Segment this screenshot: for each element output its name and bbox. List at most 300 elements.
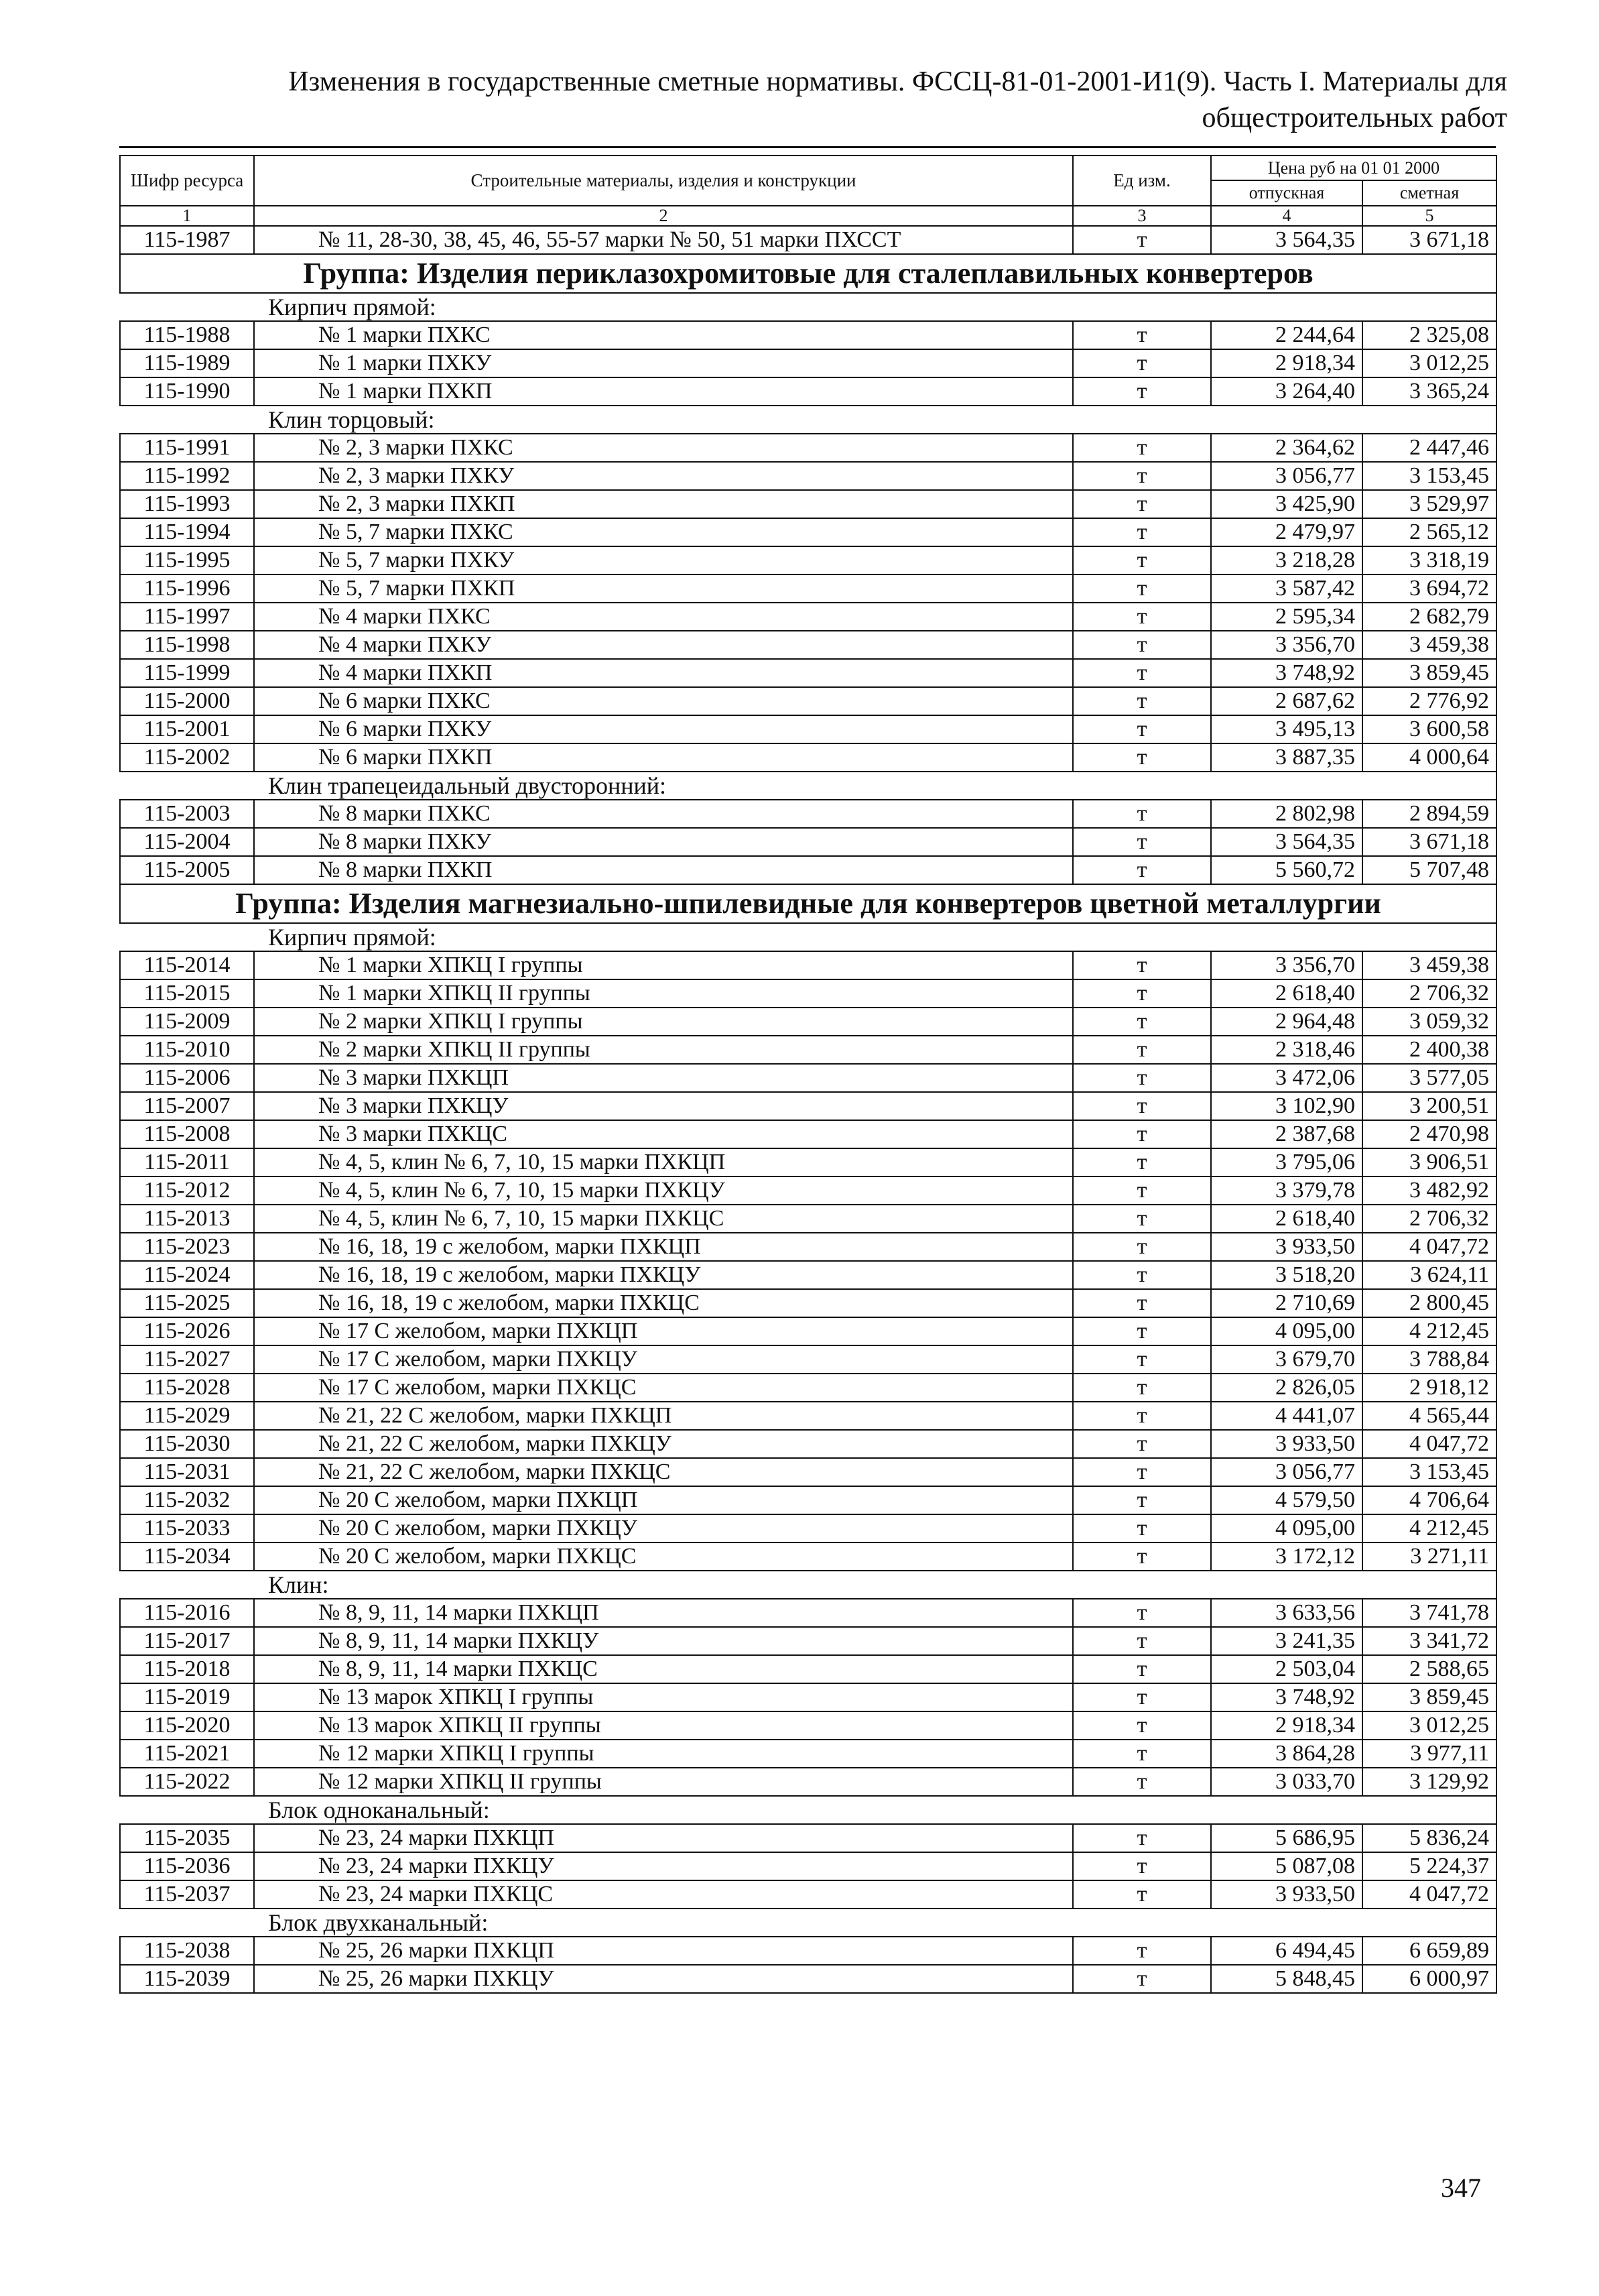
unit: т [1073,603,1211,631]
material-name: № 25, 26 марки ПХКЦУ [254,1965,1073,1993]
release-price: 3 933,50 [1211,1880,1362,1909]
material-name: № 1 марки ПХКП [254,377,1073,406]
table-row [120,1092,1496,1120]
unit: т [1073,518,1211,546]
resource-code: 115-2032 [120,1486,254,1514]
release-price: 5 848,45 [1211,1965,1362,1993]
release-price: 2 479,97 [1211,518,1362,546]
estimate-price: 3 459,38 [1362,631,1496,659]
material-name: № 17 С желобом, марки ПХКЦП [254,1317,1073,1345]
material-name: № 25, 26 марки ПХКЦП [254,1937,1073,1965]
material-name: № 2 марки ХПКЦ II группы [254,1036,1073,1064]
release-price: 2 710,69 [1211,1289,1362,1317]
estimate-price: 3 012,25 [1362,1711,1496,1740]
estimate-price: 3 671,18 [1362,828,1496,856]
resource-code: 115-2020 [120,1711,254,1740]
release-price: 3 379,78 [1211,1176,1362,1205]
table-row [120,546,1496,575]
resource-code: 115-2012 [120,1176,254,1205]
material-name: № 4 марки ПХКС [254,603,1073,631]
group-heading-row [120,884,1496,923]
resource-code: 115-2022 [120,1768,254,1796]
estimate-price: 2 470,98 [1362,1120,1496,1148]
estimate-price: 3 788,84 [1362,1345,1496,1374]
estimate-price: 6 659,89 [1362,1937,1496,1965]
material-name: № 21, 22 С желобом, марки ПХКЦС [254,1458,1073,1486]
resource-code: 115-2006 [120,1064,254,1092]
release-price: 3 241,35 [1211,1627,1362,1655]
estimate-price: 5 836,24 [1362,1824,1496,1852]
estimate-price: 3 365,24 [1362,377,1496,406]
unit: т [1073,1008,1211,1036]
resource-code: 115-1988 [120,321,254,349]
material-name: № 5, 7 марки ПХКС [254,518,1073,546]
unit: т [1073,715,1211,743]
resource-code: 115-2001 [120,715,254,743]
unit: т [1073,1852,1211,1880]
material-name: № 4, 5, клин № 6, 7, 10, 15 марки ПХКЦС [254,1205,1073,1233]
material-name: № 8, 9, 11, 14 марки ПХКЦС [254,1655,1073,1683]
release-price: 3 264,40 [1211,377,1362,406]
unit: т [1073,575,1211,603]
unit: т [1073,434,1211,462]
subgroup-heading-row [120,406,1496,434]
table-row [120,800,1496,828]
table-row [120,1458,1496,1486]
resource-code: 115-1998 [120,631,254,659]
table-row [120,743,1496,772]
resource-code: 115-1994 [120,518,254,546]
table-row [120,1740,1496,1768]
release-price: 4 441,07 [1211,1402,1362,1430]
resource-code: 115-2009 [120,1008,254,1036]
estimate-price: 3 741,78 [1362,1599,1496,1627]
material-name: № 17 С желобом, марки ПХКЦУ [254,1345,1073,1374]
material-name: № 4 марки ПХКУ [254,631,1073,659]
unit: т [1073,1233,1211,1261]
material-name: № 23, 24 марки ПХКЦУ [254,1852,1073,1880]
estimate-price: 3 129,92 [1362,1768,1496,1796]
table-body [120,226,1496,1993]
running-header-line-2: общестроительных работ [1202,103,1507,133]
unit: т [1073,743,1211,772]
material-name: № 12 марки ХПКЦ I группы [254,1740,1073,1768]
resource-code: 115-2017 [120,1627,254,1655]
estimate-price: 3 482,92 [1362,1176,1496,1205]
group-heading: Группа: Изделия магнезиально-шпилевидные для конвертеров цветной металлургии [120,884,1496,923]
table-row [120,979,1496,1008]
unit: т [1073,1430,1211,1458]
estimate-price: 3 600,58 [1362,715,1496,743]
material-name: № 2, 3 марки ПХКС [254,434,1073,462]
release-price: 3 933,50 [1211,1233,1362,1261]
estimate-price: 2 706,32 [1362,1205,1496,1233]
header-code: Шифр ресурса [120,156,254,206]
unit: т [1073,800,1211,828]
table-row [120,1289,1496,1317]
material-name: № 13 марок ХПКЦ II группы [254,1711,1073,1740]
material-name: № 8 марки ПХКП [254,856,1073,884]
table-row [120,1176,1496,1205]
table-row [120,1543,1496,1571]
table-row [120,603,1496,631]
unit: т [1073,1402,1211,1430]
table-row [120,687,1496,715]
material-name: № 8, 9, 11, 14 марки ПХКЦУ [254,1627,1073,1655]
estimate-price: 2 565,12 [1362,518,1496,546]
table-row [120,1374,1496,1402]
resource-code: 115-2033 [120,1514,254,1543]
subgroup-heading-row [120,1571,1496,1599]
subgroup-heading-row [120,1909,1496,1937]
release-price: 3 795,06 [1211,1148,1362,1176]
resource-code: 115-2000 [120,687,254,715]
column-number: 3 [1073,206,1211,226]
unit: т [1073,856,1211,884]
release-price: 2 595,34 [1211,603,1362,631]
estimate-price: 4 047,72 [1362,1430,1496,1458]
table-row [120,951,1496,979]
material-name: № 12 марки ХПКЦ II группы [254,1768,1073,1796]
table-row [120,1036,1496,1064]
release-price: 2 918,34 [1211,349,1362,377]
unit: т [1073,1148,1211,1176]
estimate-price: 4 047,72 [1362,1233,1496,1261]
material-name: № 20 С желобом, марки ПХКЦП [254,1486,1073,1514]
resource-code: 115-2002 [120,743,254,772]
material-name: № 2 марки ХПКЦ I группы [254,1008,1073,1036]
resource-code: 115-2030 [120,1430,254,1458]
release-price: 4 095,00 [1211,1317,1362,1345]
unit: т [1073,1514,1211,1543]
estimate-price: 2 400,38 [1362,1036,1496,1064]
release-price: 3 356,70 [1211,951,1362,979]
resource-code: 115-2026 [120,1317,254,1345]
resource-code: 115-2010 [120,1036,254,1064]
subgroup-heading: Кирпич прямой: [120,293,1496,321]
material-name: № 11, 28-30, 38, 45, 46, 55-57 марки № 50, 51 марки ПХССТ [254,226,1073,254]
material-name: № 8 марки ПХКУ [254,828,1073,856]
material-name: № 8, 9, 11, 14 марки ПХКЦП [254,1599,1073,1627]
material-name: № 1 марки ПХКС [254,321,1073,349]
material-name: № 16, 18, 19 с желобом, марки ПХКЦУ [254,1261,1073,1289]
release-price: 2 364,62 [1211,434,1362,462]
release-price: 3 887,35 [1211,743,1362,772]
unit: т [1073,1036,1211,1064]
unit: т [1073,349,1211,377]
material-name: № 3 марки ПХКЦС [254,1120,1073,1148]
material-name: № 16, 18, 19 с желобом, марки ПХКЦП [254,1233,1073,1261]
material-name: № 4 марки ПХКП [254,659,1073,687]
header-price: Цена руб на 01 01 2000 [1211,156,1496,180]
table-row [120,1205,1496,1233]
header-release-price: отпускная [1211,180,1362,206]
unit: т [1073,1880,1211,1909]
column-number: 4 [1211,206,1362,226]
table-row [120,1937,1496,1965]
table-row [120,1824,1496,1852]
table-row [120,1064,1496,1092]
subgroup-heading-row [120,923,1496,951]
estimate-price: 4 047,72 [1362,1880,1496,1909]
resource-code: 115-2008 [120,1120,254,1148]
resource-code: 115-1987 [120,226,254,254]
release-price: 3 356,70 [1211,631,1362,659]
resource-code: 115-2007 [120,1092,254,1120]
resource-code: 115-2029 [120,1402,254,1430]
unit: т [1073,1965,1211,1993]
resource-code: 115-2039 [120,1965,254,1993]
table-row [120,631,1496,659]
table-row [120,1627,1496,1655]
resource-code: 115-1995 [120,546,254,575]
material-name: № 1 марки ПХКУ [254,349,1073,377]
release-price: 3 495,13 [1211,715,1362,743]
material-name: № 21, 22 С желобом, марки ПХКЦУ [254,1430,1073,1458]
table-row [120,715,1496,743]
unit: т [1073,1627,1211,1655]
table-row [120,856,1496,884]
release-price: 3 587,42 [1211,575,1362,603]
table-row [120,1514,1496,1543]
release-price: 3 425,90 [1211,490,1362,518]
material-name: № 20 С желобом, марки ПХКЦУ [254,1514,1073,1543]
resource-code: 115-2031 [120,1458,254,1486]
material-name: № 23, 24 марки ПХКЦС [254,1880,1073,1909]
release-price: 2 618,40 [1211,1205,1362,1233]
release-price: 6 494,45 [1211,1937,1362,1965]
price-table [119,155,1497,1994]
unit: т [1073,1768,1211,1796]
table-row [120,226,1496,254]
resource-code: 115-1990 [120,377,254,406]
resource-code: 115-1993 [120,490,254,518]
estimate-price: 2 706,32 [1362,979,1496,1008]
unit: т [1073,951,1211,979]
estimate-price: 2 325,08 [1362,321,1496,349]
release-price: 4 095,00 [1211,1514,1362,1543]
unit: т [1073,1543,1211,1571]
release-price: 3 564,35 [1211,226,1362,254]
unit: т [1073,1176,1211,1205]
release-price: 3 748,92 [1211,1683,1362,1711]
subgroup-heading-row [120,293,1496,321]
release-price: 2 503,04 [1211,1655,1362,1683]
material-name: № 3 марки ПХКЦУ [254,1092,1073,1120]
release-price: 5 686,95 [1211,1824,1362,1852]
release-price: 3 564,35 [1211,828,1362,856]
resource-code: 115-1992 [120,462,254,490]
release-price: 3 218,28 [1211,546,1362,575]
table-row [120,1880,1496,1909]
material-name: № 13 марок ХПКЦ I группы [254,1683,1073,1711]
material-name: № 2, 3 марки ПХКУ [254,462,1073,490]
subgroup-heading: Кирпич прямой: [120,923,1496,951]
table-row [120,434,1496,462]
release-price: 2 964,48 [1211,1008,1362,1036]
estimate-price: 3 977,11 [1362,1740,1496,1768]
estimate-price: 2 776,92 [1362,687,1496,715]
table-row [120,575,1496,603]
unit: т [1073,1740,1211,1768]
table-row [120,1402,1496,1430]
unit: т [1073,462,1211,490]
release-price: 2 387,68 [1211,1120,1362,1148]
resource-code: 115-2035 [120,1824,254,1852]
unit: т [1073,1599,1211,1627]
unit: т [1073,1345,1211,1374]
table-row [120,1711,1496,1740]
estimate-price: 3 153,45 [1362,462,1496,490]
unit: т [1073,1458,1211,1486]
estimate-price: 6 000,97 [1362,1965,1496,1993]
column-number: 1 [120,206,254,226]
estimate-price: 3 529,97 [1362,490,1496,518]
material-name: № 2, 3 марки ПХКП [254,490,1073,518]
release-price: 2 802,98 [1211,800,1362,828]
unit: т [1073,1261,1211,1289]
unit: т [1073,1289,1211,1317]
resource-code: 115-2028 [120,1374,254,1402]
table-row [120,490,1496,518]
material-name: № 17 С желобом, марки ПХКЦС [254,1374,1073,1402]
estimate-price: 3 271,11 [1362,1543,1496,1571]
unit: т [1073,1120,1211,1148]
table-row [120,659,1496,687]
material-name: № 6 марки ПХКУ [254,715,1073,743]
unit: т [1073,377,1211,406]
estimate-price: 3 318,19 [1362,546,1496,575]
release-price: 2 618,40 [1211,979,1362,1008]
release-price: 2 318,46 [1211,1036,1362,1064]
release-price: 3 172,12 [1211,1543,1362,1571]
release-price: 3 748,92 [1211,659,1362,687]
table-row [120,1233,1496,1261]
unit: т [1073,687,1211,715]
resource-code: 115-1991 [120,434,254,462]
resource-code: 115-2024 [120,1261,254,1289]
release-price: 4 579,50 [1211,1486,1362,1514]
estimate-price: 2 682,79 [1362,603,1496,631]
release-price: 2 826,05 [1211,1374,1362,1402]
estimate-price: 2 588,65 [1362,1655,1496,1683]
table-row [120,1599,1496,1627]
material-name: № 6 марки ПХКП [254,743,1073,772]
estimate-price: 4 000,64 [1362,743,1496,772]
group-heading-row [120,254,1496,293]
release-price: 3 633,56 [1211,1599,1362,1627]
unit: т [1073,321,1211,349]
subgroup-heading: Клин трапецеидальный двусторонний: [120,772,1496,800]
running-header-line-1: Изменения в государственные сметные нормативы. ФССЦ-81-01-2001-И1(9). Часть I. Материалы для [288,66,1507,97]
release-price: 3 518,20 [1211,1261,1362,1289]
table-row [120,1120,1496,1148]
table-row [120,1148,1496,1176]
resource-code: 115-1999 [120,659,254,687]
table-row [120,1261,1496,1289]
table-row [120,377,1496,406]
material-name: № 8 марки ПХКС [254,800,1073,828]
release-price: 2 244,64 [1211,321,1362,349]
resource-code: 115-2015 [120,979,254,1008]
estimate-price: 3 859,45 [1362,1683,1496,1711]
subgroup-heading: Блок одноканальный: [120,1796,1496,1824]
resource-code: 115-1989 [120,349,254,377]
resource-code: 115-2019 [120,1683,254,1711]
unit: т [1073,659,1211,687]
resource-code: 115-2021 [120,1740,254,1768]
table-row [120,462,1496,490]
subgroup-heading: Блок двухканальный: [120,1909,1496,1937]
unit: т [1073,1655,1211,1683]
material-name: № 4, 5, клин № 6, 7, 10, 15 марки ПХКЦУ [254,1176,1073,1205]
estimate-price: 4 212,45 [1362,1317,1496,1345]
column-number: 2 [254,206,1073,226]
resource-code: 115-2038 [120,1937,254,1965]
estimate-price: 3 059,32 [1362,1008,1496,1036]
table-row [120,1655,1496,1683]
estimate-price: 3 624,11 [1362,1261,1496,1289]
estimate-price: 5 224,37 [1362,1852,1496,1880]
material-name: № 20 С желобом, марки ПХКЦС [254,1543,1073,1571]
material-name: № 23, 24 марки ПХКЦП [254,1824,1073,1852]
estimate-price: 2 447,46 [1362,434,1496,462]
unit: т [1073,490,1211,518]
table-row [120,1345,1496,1374]
release-price: 3 033,70 [1211,1768,1362,1796]
resource-code: 115-1997 [120,603,254,631]
resource-code: 115-2027 [120,1345,254,1374]
header-estimate-price: сметная [1362,180,1496,206]
subgroup-heading: Клин торцовый: [120,406,1496,434]
estimate-price: 3 577,05 [1362,1064,1496,1092]
release-price: 3 679,70 [1211,1345,1362,1374]
table-row [120,1768,1496,1796]
release-price: 3 102,90 [1211,1092,1362,1120]
estimate-price: 3 859,45 [1362,659,1496,687]
header-name: Строительные материалы, изделия и конструкции [254,156,1073,206]
unit: т [1073,1205,1211,1233]
resource-code: 115-2004 [120,828,254,856]
table-row [120,828,1496,856]
material-name: № 4, 5, клин № 6, 7, 10, 15 марки ПХКЦП [254,1148,1073,1176]
release-price: 5 560,72 [1211,856,1362,884]
resource-code: 115-2011 [120,1148,254,1176]
resource-code: 115-2005 [120,856,254,884]
table-row [120,321,1496,349]
running-header [119,64,1507,136]
resource-code: 115-2014 [120,951,254,979]
material-name: № 5, 7 марки ПХКУ [254,546,1073,575]
estimate-price: 2 800,45 [1362,1289,1496,1317]
unit: т [1073,1937,1211,1965]
table-row [120,349,1496,377]
release-price: 3 056,77 [1211,1458,1362,1486]
group-heading: Группа: Изделия периклазохромитовые для сталеплавильных конвертеров [120,254,1496,293]
estimate-price: 3 341,72 [1362,1627,1496,1655]
estimate-price: 3 906,51 [1362,1148,1496,1176]
table-row [120,1317,1496,1345]
release-price: 3 472,06 [1211,1064,1362,1092]
table-header [120,156,1496,226]
table-row [120,1683,1496,1711]
unit: т [1073,1374,1211,1402]
resource-code: 115-2037 [120,1880,254,1909]
resource-code: 115-2036 [120,1852,254,1880]
estimate-price: 3 200,51 [1362,1092,1496,1120]
estimate-price: 3 012,25 [1362,349,1496,377]
unit: т [1073,226,1211,254]
